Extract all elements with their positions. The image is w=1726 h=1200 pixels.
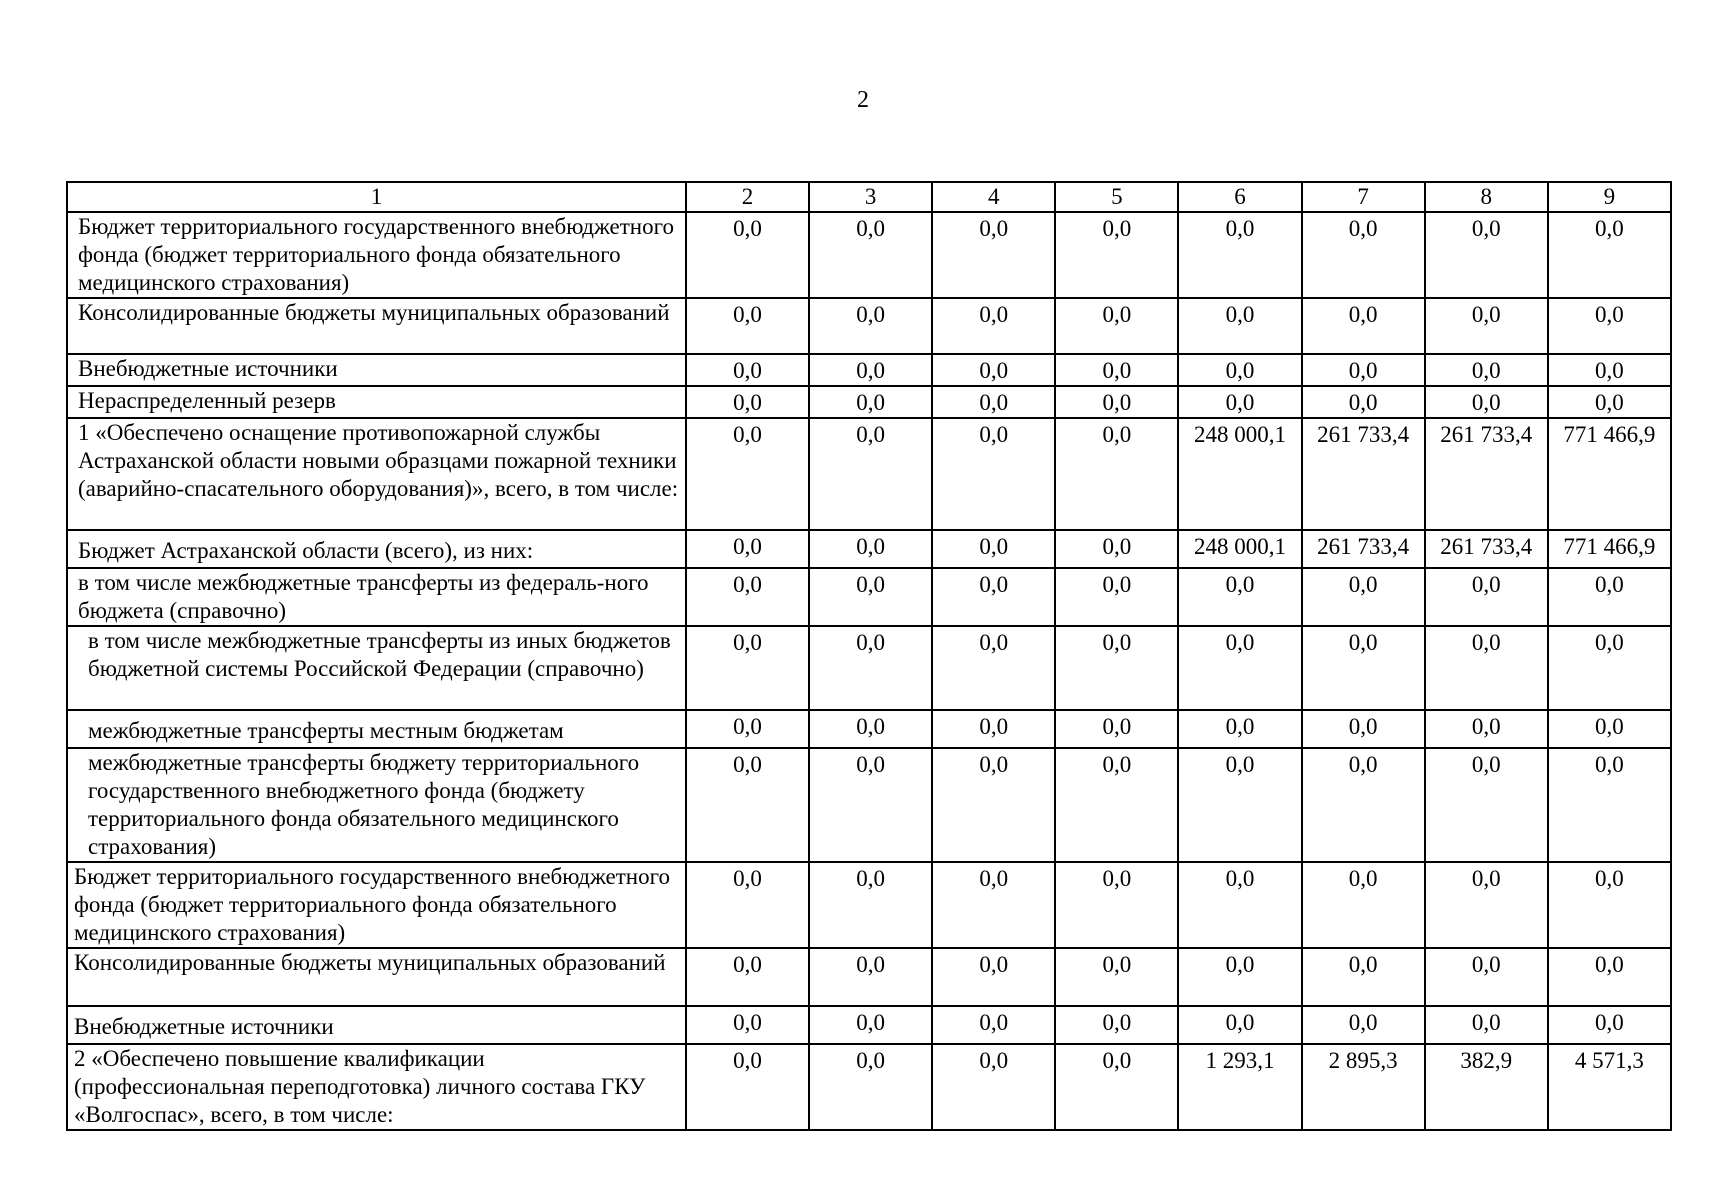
- column-header: 5: [1055, 182, 1178, 212]
- cell-value: 0,0: [1302, 626, 1425, 710]
- cell-value: 0,0: [1302, 748, 1425, 862]
- row-label: Бюджет Астраханской области (всего), из них:: [67, 530, 686, 568]
- cell-value: 0,0: [686, 710, 809, 748]
- cell-value: 0,0: [809, 568, 932, 626]
- cell-value: 261 733,4: [1302, 418, 1425, 530]
- table-row: [67, 1006, 1671, 1044]
- cell-value: 0,0: [809, 530, 932, 568]
- cell-value: 0,0: [1425, 212, 1548, 298]
- table-row: [67, 1044, 1671, 1130]
- cell-value: 0,0: [809, 298, 932, 354]
- column-header: 8: [1425, 182, 1548, 212]
- cell-value: 0,0: [686, 1044, 809, 1130]
- column-header: 1: [67, 182, 686, 212]
- column-header: 7: [1302, 182, 1425, 212]
- cell-value: 0,0: [686, 626, 809, 710]
- cell-value: 0,0: [1425, 862, 1548, 948]
- cell-value: 0,0: [1548, 568, 1671, 626]
- cell-value: 0,0: [1178, 862, 1301, 948]
- cell-value: 0,0: [1178, 354, 1301, 386]
- cell-value: 0,0: [1302, 710, 1425, 748]
- cell-value: 0,0: [1548, 354, 1671, 386]
- column-header: 6: [1178, 182, 1301, 212]
- cell-value: 4 571,3: [1548, 1044, 1671, 1130]
- cell-value: 0,0: [1425, 386, 1548, 418]
- table-row: [67, 212, 1671, 298]
- cell-value: 0,0: [809, 354, 932, 386]
- cell-value: 0,0: [1302, 386, 1425, 418]
- cell-value: 0,0: [1055, 530, 1178, 568]
- cell-value: 0,0: [1302, 1006, 1425, 1044]
- row-label: межбюджетные трансферты бюджету территориального государственного внебюджетного фонда (бюджету территориального фонда обязательного медицинского страхования): [67, 748, 686, 862]
- column-header: 4: [932, 182, 1055, 212]
- cell-value: 0,0: [809, 386, 932, 418]
- cell-value: 0,0: [932, 1044, 1055, 1130]
- cell-value: 0,0: [686, 386, 809, 418]
- cell-value: 248 000,1: [1178, 418, 1301, 530]
- cell-value: 0,0: [686, 1006, 809, 1044]
- cell-value: 0,0: [809, 626, 932, 710]
- cell-value: 0,0: [686, 948, 809, 1006]
- table-row: [67, 530, 1671, 568]
- cell-value: 0,0: [809, 948, 932, 1006]
- cell-value: 0,0: [686, 212, 809, 298]
- row-label: Консолидированные бюджеты муниципальных образований: [67, 948, 686, 1006]
- cell-value: 0,0: [809, 212, 932, 298]
- cell-value: 0,0: [686, 354, 809, 386]
- cell-value: 0,0: [932, 748, 1055, 862]
- cell-value: 0,0: [1548, 948, 1671, 1006]
- cell-value: 0,0: [932, 298, 1055, 354]
- row-label: в том числе межбюджетные трансферты из федераль-ного бюджета (справочно): [67, 568, 686, 626]
- cell-value: 0,0: [1425, 626, 1548, 710]
- column-header: 9: [1548, 182, 1671, 212]
- cell-value: 0,0: [1548, 862, 1671, 948]
- table-row: [67, 354, 1671, 386]
- row-label: межбюджетные трансферты местным бюджетам: [67, 710, 686, 748]
- cell-value: 0,0: [1178, 748, 1301, 862]
- cell-value: 0,0: [932, 354, 1055, 386]
- table-row: [67, 418, 1671, 530]
- cell-value: 0,0: [1178, 386, 1301, 418]
- cell-value: 0,0: [1178, 298, 1301, 354]
- cell-value: 0,0: [932, 626, 1055, 710]
- cell-value: 0,0: [1178, 710, 1301, 748]
- cell-value: 0,0: [1302, 862, 1425, 948]
- cell-value: 0,0: [1055, 948, 1178, 1006]
- cell-value: 0,0: [932, 212, 1055, 298]
- cell-value: 0,0: [686, 862, 809, 948]
- table-row: [67, 862, 1671, 948]
- cell-value: 0,0: [1178, 1006, 1301, 1044]
- row-label: Внебюджетные источники: [67, 354, 686, 386]
- cell-value: 382,9: [1425, 1044, 1548, 1130]
- table-header-row: [67, 182, 1671, 212]
- cell-value: 0,0: [809, 418, 932, 530]
- cell-value: 0,0: [809, 862, 932, 948]
- cell-value: 0,0: [1055, 354, 1178, 386]
- row-label: 1 «Обеспечено оснащение противопожарной службы Астраханской области новыми образцами пожарной техники (аварийно-спасательного оборудования)», всего, в том числе:: [67, 418, 686, 530]
- table-row: [67, 386, 1671, 418]
- cell-value: 0,0: [1425, 710, 1548, 748]
- cell-value: 0,0: [1055, 386, 1178, 418]
- row-label: Внебюджетные источники: [67, 1006, 686, 1044]
- column-header: 3: [809, 182, 932, 212]
- cell-value: 0,0: [932, 568, 1055, 626]
- cell-value: 0,0: [686, 530, 809, 568]
- cell-value: 0,0: [1055, 710, 1178, 748]
- cell-value: 0,0: [1548, 298, 1671, 354]
- cell-value: 2 895,3: [1302, 1044, 1425, 1130]
- cell-value: 0,0: [1548, 626, 1671, 710]
- cell-value: 0,0: [932, 1006, 1055, 1044]
- page-number: 2: [857, 87, 869, 113]
- cell-value: 0,0: [809, 710, 932, 748]
- cell-value: 0,0: [932, 386, 1055, 418]
- row-label: 2 «Обеспечено повышение квалификации (профессиональная переподготовка) личного состава ГКУ «Волгоспас», всего, в том числе:: [67, 1044, 686, 1130]
- cell-value: 0,0: [1178, 568, 1301, 626]
- budget-table: [66, 181, 1672, 1131]
- cell-value: 0,0: [932, 862, 1055, 948]
- row-label: Бюджет территориального государственного внебюджетного фонда (бюджет территориального фонда обязательного медицинского страхования): [67, 862, 686, 948]
- row-label: Консолидированные бюджеты муниципальных образований: [67, 298, 686, 354]
- cell-value: 771 466,9: [1548, 418, 1671, 530]
- table-row: [67, 948, 1671, 1006]
- table-row: [67, 710, 1671, 748]
- cell-value: 0,0: [1302, 568, 1425, 626]
- cell-value: 0,0: [932, 418, 1055, 530]
- cell-value: 0,0: [686, 418, 809, 530]
- table-row: [67, 626, 1671, 710]
- cell-value: 0,0: [686, 298, 809, 354]
- cell-value: 0,0: [686, 568, 809, 626]
- cell-value: 0,0: [1548, 710, 1671, 748]
- cell-value: 1 293,1: [1178, 1044, 1301, 1130]
- cell-value: 0,0: [1055, 298, 1178, 354]
- cell-value: 0,0: [809, 748, 932, 862]
- cell-value: 0,0: [1178, 212, 1301, 298]
- cell-value: 0,0: [1178, 948, 1301, 1006]
- cell-value: 0,0: [1302, 212, 1425, 298]
- cell-value: 0,0: [1548, 386, 1671, 418]
- cell-value: 0,0: [809, 1006, 932, 1044]
- cell-value: 0,0: [1055, 626, 1178, 710]
- cell-value: 0,0: [932, 948, 1055, 1006]
- cell-value: 0,0: [1548, 212, 1671, 298]
- cell-value: 0,0: [1055, 568, 1178, 626]
- cell-value: 261 733,4: [1302, 530, 1425, 568]
- cell-value: 0,0: [1302, 298, 1425, 354]
- cell-value: 0,0: [1425, 748, 1548, 862]
- cell-value: 0,0: [809, 1044, 932, 1130]
- table-row: [67, 748, 1671, 862]
- cell-value: 0,0: [1425, 354, 1548, 386]
- cell-value: 0,0: [1178, 626, 1301, 710]
- row-label: Бюджет территориального государственного внебюджетного фонда (бюджет территориального фонда обязательного медицинского страхования): [67, 212, 686, 298]
- cell-value: 0,0: [1425, 568, 1548, 626]
- cell-value: 0,0: [1055, 418, 1178, 530]
- cell-value: 248 000,1: [1178, 530, 1301, 568]
- cell-value: 0,0: [1055, 862, 1178, 948]
- cell-value: 0,0: [1548, 1006, 1671, 1044]
- cell-value: 771 466,9: [1548, 530, 1671, 568]
- cell-value: 0,0: [932, 710, 1055, 748]
- row-label: Нераспределенный резерв: [67, 386, 686, 418]
- cell-value: 0,0: [1302, 354, 1425, 386]
- table-row: [67, 298, 1671, 354]
- cell-value: 0,0: [1055, 1006, 1178, 1044]
- cell-value: 0,0: [1055, 212, 1178, 298]
- cell-value: 261 733,4: [1425, 418, 1548, 530]
- cell-value: 0,0: [1302, 948, 1425, 1006]
- cell-value: 0,0: [1055, 748, 1178, 862]
- cell-value: 0,0: [686, 748, 809, 862]
- row-label: в том числе межбюджетные трансферты из иных бюджетов бюджетной системы Российской Федерации (справочно): [67, 626, 686, 710]
- cell-value: 0,0: [1425, 1006, 1548, 1044]
- cell-value: 0,0: [1425, 948, 1548, 1006]
- cell-value: 0,0: [932, 530, 1055, 568]
- cell-value: 0,0: [1055, 1044, 1178, 1130]
- column-header: 2: [686, 182, 809, 212]
- cell-value: 0,0: [1425, 298, 1548, 354]
- cell-value: 261 733,4: [1425, 530, 1548, 568]
- cell-value: 0,0: [1548, 748, 1671, 862]
- table-row: [67, 568, 1671, 626]
